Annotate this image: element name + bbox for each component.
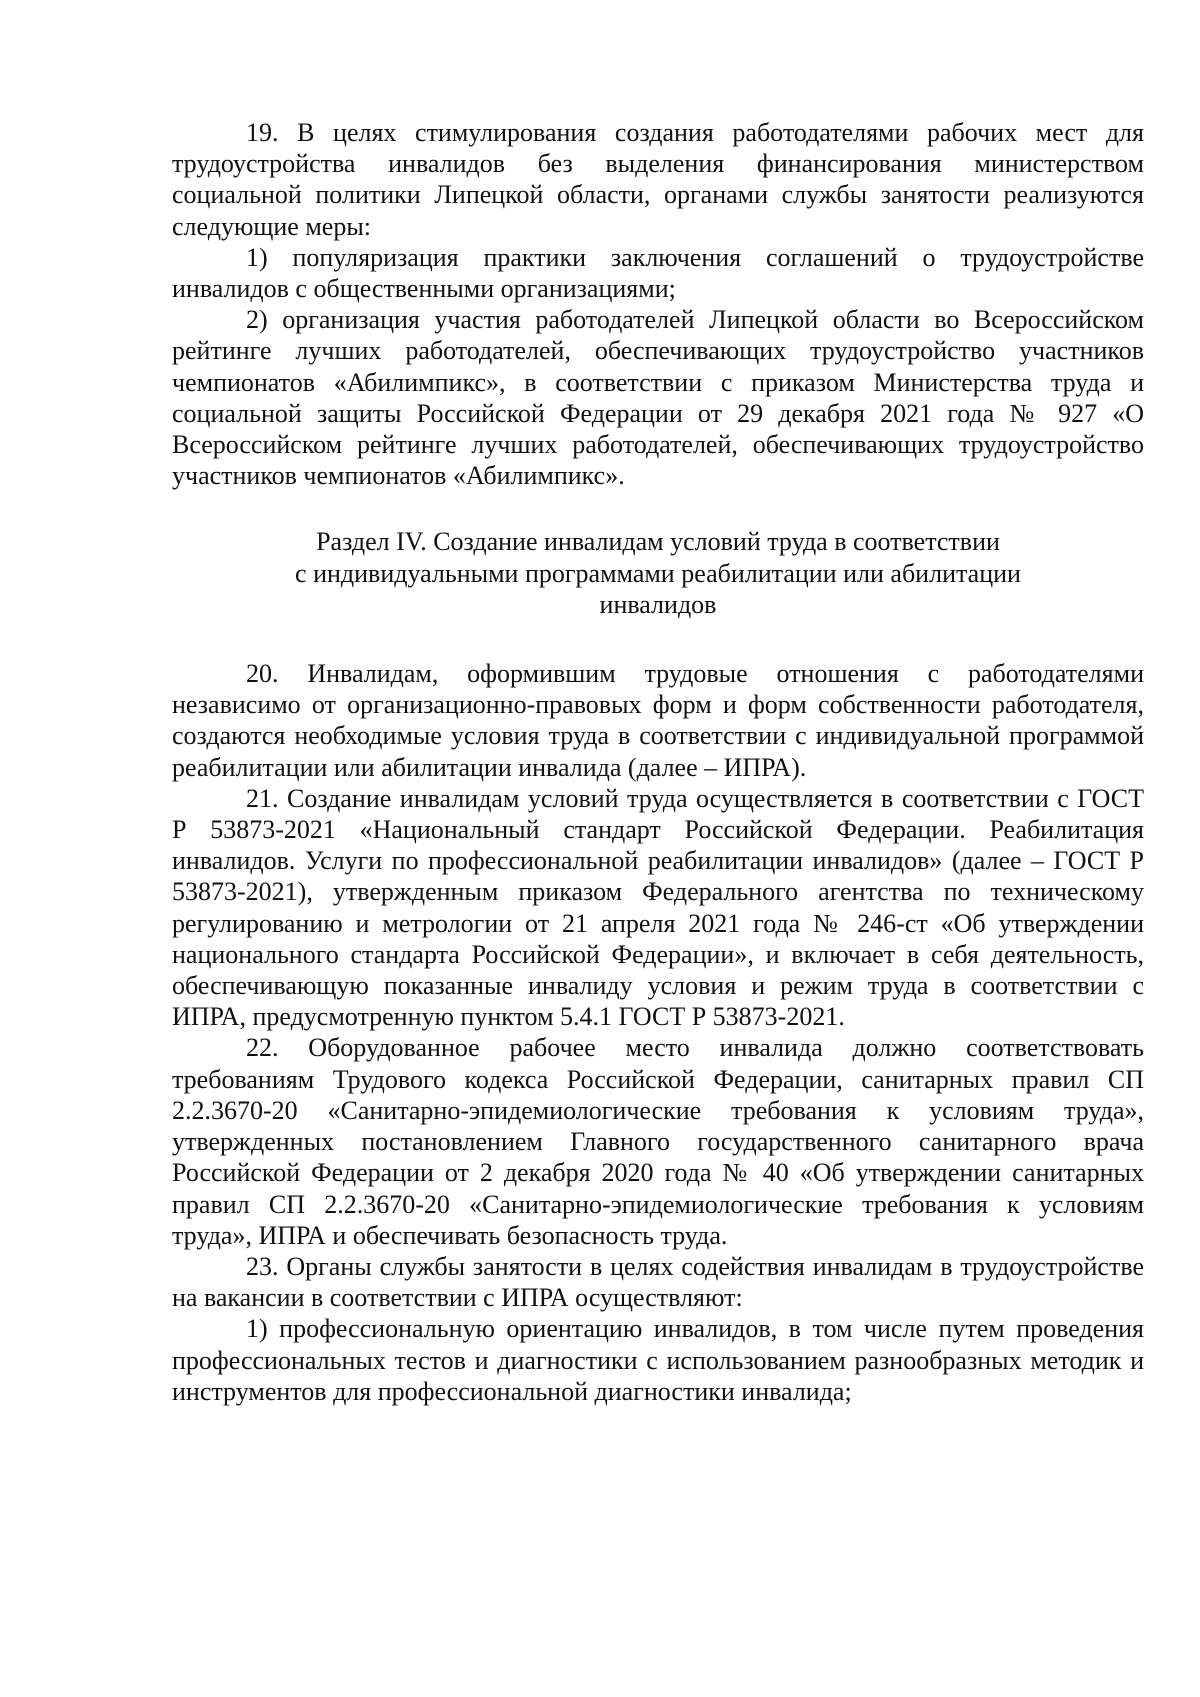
paragraph-19: 19. В целях стимулирования создания работодателями рабочих мест для трудоустройства инвалидов без выделения финансирования министерством социальной политики Липецкой области, органами службы занятости реализуются следующие меры: [172,118,1144,241]
section-heading [172,526,1144,620]
paragraph-23-item-1: 1) профессиональную ориентацию инвалидов, в том числе путем проведения профессиональных тестов и диагностики с использованием разнообразных методик и инструментов для профессиональной диагностики инвалида; [172,1314,1144,1406]
paragraph-21: 21. Создание инвалидам условий труда осуществляется в соответствии с ГОСТ Р 53873-2021 «Национальный стандарт Российской Федерации. Реабилитация инвалидов. Услуги по профессиональной реабилитации инвалидов» (далее – ГОСТ Р 53873-2021), утвержденным приказом Федерального агентства по техническому регулированию и метрологии от 21 апреля 2021 года № 246-ст «Об утверждении национального стандарта Российской Федерации», и включает в себя деятельность, обеспечивающую показанные инвалиду условия и режим труда в соответствии с ИПРА, предусмотренную пунктом 5.4.1 ГОСТ Р 53873-2021. [172,783,1144,1032]
paragraph-23: 23. Органы службы занятости в целях содействия инвалидам в трудоустройстве на вакансии в соответствии с ИПРА осуществляют: [172,1251,1144,1313]
section-heading-line-2: с индивидуальными программами реабилитации или абилитации [295,558,1021,588]
section-heading-line-3: инвалидов [599,589,717,619]
paragraph-20: 20. Инвалидам, оформившим трудовые отношения с работодателями независимо от организационно-правовых форм и форм собственности работодателя, создаются необходимые условия труда в соответствии с индивидуальной программой реабилитации или абилитации инвалида (далее – ИПРА). [172,659,1144,782]
paragraph-19-item-2: 2) организация участия работодателей Липецкой области во Всероссийском рейтинге лучших работодателей, обеспечивающих трудоустройство участников чемпионатов «Абилимпикс», в соответствии с приказом Министерства труда и социальной защиты Российской Федерации от 29 декабря 2021 года № 927 «О Всероссийском рейтинге лучших работодателей, обеспечивающих трудоустройство участников чемпионатов «Абилимпикс». [172,305,1144,491]
document-body [172,117,1144,1407]
section-heading-line-1: Раздел IV. Создание инвалидам условий труда в соответствии [316,527,1000,557]
paragraph-22: 22. Оборудованное рабочее место инвалида должно соответствовать требованиям Трудового кодекса Российской Федерации, санитарных правил СП 2.2.3670-20 «Санитарно-эпидемиологические требования к условиям труда», утвержденных постановлением Главного государственного санитарного врача Российской Федерации от 2 декабря 2020 года № 40 «Об утверждении санитарных правил СП 2.2.3670-20 «Санитарно-эпидемиологические требования к условиям труда», ИПРА и обеспечивать безопасность труда. [172,1033,1144,1250]
paragraph-19-item-1: 1) популяризация практики заключения соглашений о трудоустройстве инвалидов с общественными организациями; [172,242,1144,304]
